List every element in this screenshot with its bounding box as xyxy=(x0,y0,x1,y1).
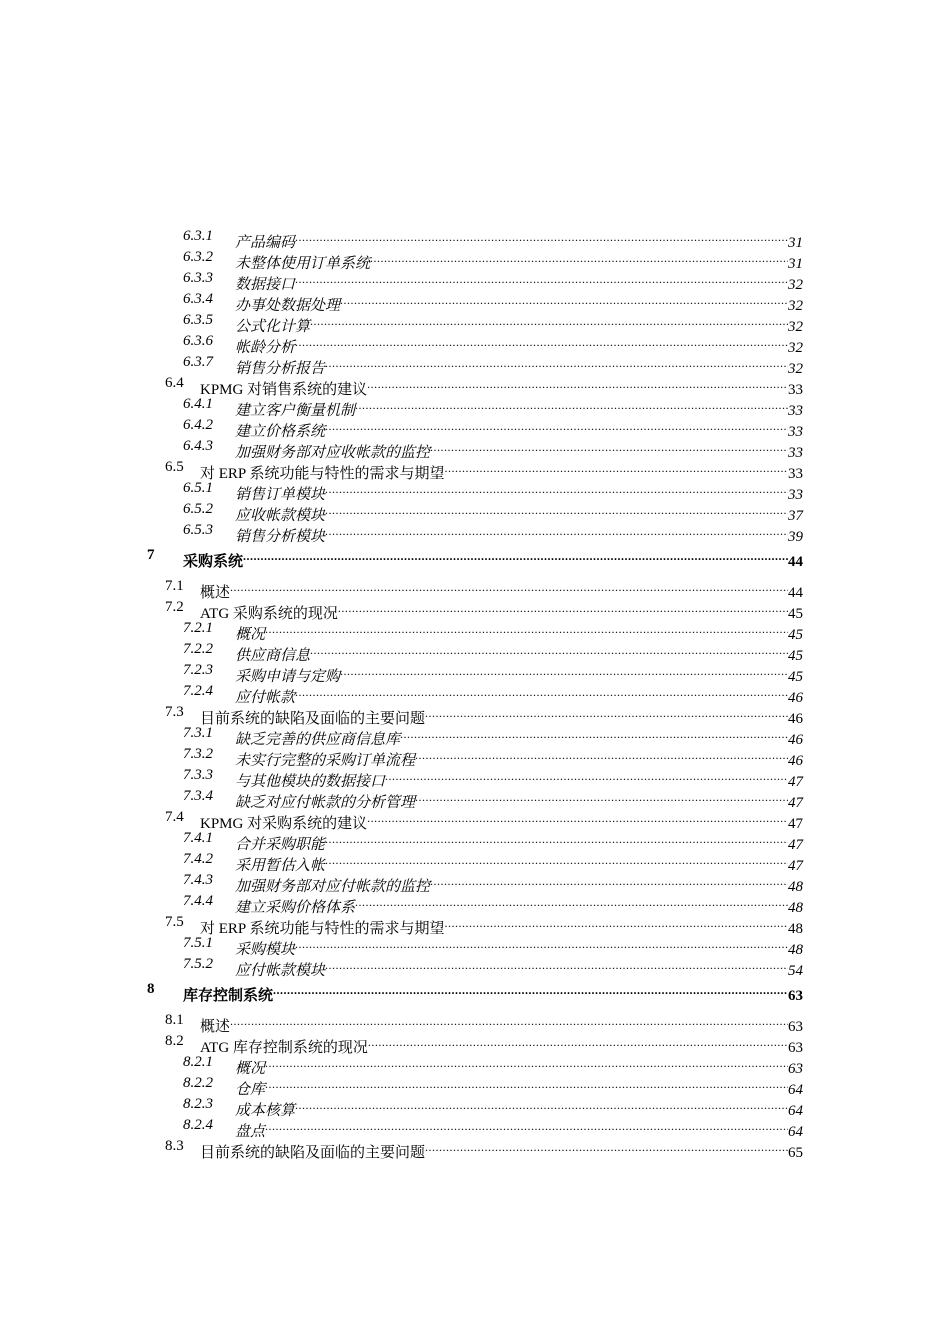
toc-section-entry[interactable] xyxy=(0,912,950,937)
toc-dot-leader xyxy=(310,639,788,660)
toc-section-entry[interactable] xyxy=(0,702,950,727)
toc-subsection-entry[interactable] xyxy=(0,618,950,643)
toc-entry-number: 7.4.1 xyxy=(183,830,213,846)
toc-subsection-entry[interactable] xyxy=(0,891,950,916)
toc-page-number: 32 xyxy=(788,361,803,377)
toc-entry-number: 7.3.3 xyxy=(183,767,213,783)
toc-page-number: 64 xyxy=(788,1103,803,1119)
toc-entry-number: 8.2.1 xyxy=(183,1054,213,1070)
toc-dot-leader xyxy=(325,415,788,436)
toc-section-entry[interactable] xyxy=(0,807,950,832)
toc-dot-leader xyxy=(325,478,788,499)
toc-dot-leader xyxy=(295,268,788,289)
toc-subsection-entry[interactable] xyxy=(0,639,950,664)
toc-entry-title: 对 ERP 系统功能与特性的需求与期望 xyxy=(200,466,445,482)
toc-entry-title: 应付帐款模块 xyxy=(235,963,326,979)
toc-entry-title: 未实行完整的采购订单流程 xyxy=(235,753,416,769)
toc-entry-title: 库存控制系统 xyxy=(183,988,274,1004)
toc-dot-leader xyxy=(295,681,788,702)
toc-subsection-entry[interactable] xyxy=(0,436,950,461)
toc-entry-title: 对 ERP 系统功能与特性的需求与期望 xyxy=(200,921,445,937)
toc-chapter-entry[interactable] xyxy=(0,979,950,1009)
toc-entry-title: 销售分析模块 xyxy=(235,529,326,545)
toc-entry-title: 未整体使用订单系统 xyxy=(235,256,371,272)
toc-page-number: 33 xyxy=(788,424,803,440)
toc-entry-number: 7.5.1 xyxy=(183,935,213,951)
toc-entry-number: 6.4.2 xyxy=(183,417,213,433)
toc-page-number: 45 xyxy=(788,669,803,685)
toc-dot-leader xyxy=(230,1010,788,1031)
toc-entry-number: 7 xyxy=(147,547,155,563)
toc-entry-number: 7.4 xyxy=(165,809,184,825)
toc-page-number: 64 xyxy=(788,1082,803,1098)
toc-entry-number: 8.2 xyxy=(165,1033,184,1049)
toc-page-number: 44 xyxy=(788,585,803,601)
toc-entry-title: 目前系统的缺陷及面临的主要问题 xyxy=(200,711,426,727)
toc-section-entry[interactable] xyxy=(0,457,950,482)
toc-page-number: 33 xyxy=(788,403,803,419)
toc-subsection-entry[interactable] xyxy=(0,394,950,419)
toc-page-number: 65 xyxy=(788,1145,803,1161)
toc-entry-number: 6.3.5 xyxy=(183,312,213,328)
toc-entry-title: 采购申请与定购 xyxy=(235,669,341,685)
toc-dot-leader xyxy=(430,436,788,457)
toc-dot-leader xyxy=(370,247,788,268)
toc-subsection-entry[interactable] xyxy=(0,681,950,706)
toc-dot-leader xyxy=(295,331,788,352)
toc-dot-leader xyxy=(367,373,788,394)
toc-subsection-entry[interactable] xyxy=(0,310,950,335)
toc-entry-title: 缺乏对应付帐款的分析管理 xyxy=(235,795,416,811)
toc-dot-leader xyxy=(385,765,788,786)
toc-page-number: 32 xyxy=(788,298,803,314)
toc-page-number: 46 xyxy=(788,711,803,727)
toc-page-number: 46 xyxy=(788,753,803,769)
toc-entry-number: 7.5 xyxy=(165,914,184,930)
toc-page-number: 64 xyxy=(788,1124,803,1140)
toc-entry-number: 6.4.3 xyxy=(183,438,213,454)
toc-entry-title: 采购系统 xyxy=(183,554,244,570)
toc-entry-title: 采购模块 xyxy=(235,942,296,958)
toc-entry-number: 8.3 xyxy=(165,1138,184,1154)
toc-entry-number: 8.2.4 xyxy=(183,1117,213,1133)
toc-subsection-entry[interactable] xyxy=(0,828,950,853)
toc-dot-leader xyxy=(243,545,788,566)
toc-dot-leader xyxy=(265,618,788,639)
toc-page-number: 46 xyxy=(788,732,803,748)
toc-entry-title: 销售订单模块 xyxy=(235,487,326,503)
toc-entry-title: 与其他模块的数据接口 xyxy=(235,774,386,790)
toc-subsection-entry[interactable] xyxy=(0,723,950,748)
toc-subsection-entry[interactable] xyxy=(0,1073,950,1098)
toc-entry-title: KPMG 对采购系统的建议 xyxy=(200,816,368,832)
toc-page-number: 45 xyxy=(788,627,803,643)
toc-page-number: 47 xyxy=(788,774,803,790)
toc-page-number: 32 xyxy=(788,277,803,293)
toc-dot-leader xyxy=(310,310,788,331)
toc-page-number: 48 xyxy=(788,921,803,937)
toc-entry-title: ATG 库存控制系统的现况 xyxy=(200,1040,368,1056)
toc-dot-leader xyxy=(265,1052,788,1073)
toc-entry-number: 7.2.3 xyxy=(183,662,213,678)
toc-entry-title: 概述 xyxy=(200,1019,231,1035)
toc-page-number: 32 xyxy=(788,340,803,356)
toc-section-entry[interactable] xyxy=(0,1136,950,1161)
toc-subsection-entry[interactable] xyxy=(0,478,950,503)
toc-subsection-entry[interactable] xyxy=(0,520,950,545)
toc-dot-leader xyxy=(338,597,788,618)
toc-dot-leader xyxy=(368,1031,788,1052)
toc-entry-number: 7.3 xyxy=(165,704,184,720)
toc-subsection-entry[interactable] xyxy=(0,933,950,958)
toc-entry-number: 6.3.2 xyxy=(183,249,213,265)
toc-subsection-entry[interactable] xyxy=(0,954,950,979)
toc-page-number: 63 xyxy=(788,988,803,1004)
toc-dot-leader xyxy=(265,1073,788,1094)
toc-entry-title: 销售分析报告 xyxy=(235,361,326,377)
toc-subsection-entry[interactable] xyxy=(0,1115,950,1140)
toc-dot-leader xyxy=(400,723,788,744)
toc-entry-title: 目前系统的缺陷及面临的主要问题 xyxy=(200,1145,426,1161)
toc-section-entry[interactable] xyxy=(0,576,950,601)
toc-section-entry[interactable] xyxy=(0,373,950,398)
toc-page-number: 32 xyxy=(788,319,803,335)
toc-entry-number: 6.5.3 xyxy=(183,522,213,538)
toc-page-number: 63 xyxy=(788,1019,803,1035)
toc-entry-number: 6.3.7 xyxy=(183,354,213,370)
toc-page-number: 47 xyxy=(788,795,803,811)
toc-entry-title: 概述 xyxy=(200,585,231,601)
toc-page-number: 44 xyxy=(788,554,803,570)
toc-entry-title: 仓库 xyxy=(235,1082,266,1098)
toc-page-number: 33 xyxy=(788,466,803,482)
toc-subsection-entry[interactable] xyxy=(0,268,950,293)
toc-dot-leader xyxy=(295,1094,788,1115)
toc-subsection-entry[interactable] xyxy=(0,786,950,811)
toc-entry-title: 合并采购职能 xyxy=(235,837,326,853)
toc-dot-leader xyxy=(415,744,788,765)
toc-entry-number: 7.2.1 xyxy=(183,620,213,636)
toc-dot-leader xyxy=(325,520,788,541)
toc-entry-number: 6.3.6 xyxy=(183,333,213,349)
toc-page-number: 47 xyxy=(788,837,803,853)
toc-entry-title: 供应商信息 xyxy=(235,648,311,664)
toc-dot-leader xyxy=(265,1115,788,1136)
toc-entry-number: 7.2.2 xyxy=(183,641,213,657)
toc-dot-leader xyxy=(367,807,788,828)
toc-subsection-entry[interactable] xyxy=(0,1052,950,1077)
toc-subsection-entry[interactable] xyxy=(0,247,950,272)
toc-entry-title: 应收帐款模块 xyxy=(235,508,326,524)
toc-entry-number: 7.4.3 xyxy=(183,872,213,888)
toc-section-entry[interactable] xyxy=(0,1010,950,1035)
toc-subsection-entry[interactable] xyxy=(0,226,950,251)
toc-entry-number: 6.4.1 xyxy=(183,396,213,412)
toc-dot-leader xyxy=(325,828,788,849)
toc-dot-leader xyxy=(295,933,788,954)
toc-subsection-entry[interactable] xyxy=(0,744,950,769)
toc-entry-number: 8.2.2 xyxy=(183,1075,213,1091)
toc-entry-number: 6.5 xyxy=(165,459,184,475)
toc-entry-title: 缺乏完善的供应商信息库 xyxy=(235,732,401,748)
toc-page-number: 33 xyxy=(788,445,803,461)
toc-entry-title: 建立客户衡量机制 xyxy=(235,403,356,419)
toc-entry-title: 公式化计算 xyxy=(235,319,311,335)
toc-dot-leader xyxy=(340,289,788,310)
toc-page-number: 31 xyxy=(788,235,803,251)
toc-subsection-entry[interactable] xyxy=(0,870,950,895)
toc-dot-leader xyxy=(325,352,788,373)
toc-page-number: 54 xyxy=(788,963,803,979)
toc-dot-leader xyxy=(230,576,788,597)
toc-page-number: 33 xyxy=(788,487,803,503)
toc-page-number: 48 xyxy=(788,900,803,916)
toc-subsection-entry[interactable] xyxy=(0,1094,950,1119)
toc-entry-title: 帐龄分析 xyxy=(235,340,296,356)
toc-entry-number: 7.4.4 xyxy=(183,893,213,909)
toc-entry-title: 建立价格系统 xyxy=(235,424,326,440)
toc-entry-number: 7.5.2 xyxy=(183,956,213,972)
toc-dot-leader xyxy=(325,954,788,975)
toc-entry-number: 7.2 xyxy=(165,599,184,615)
toc-dot-leader xyxy=(355,891,788,912)
toc-subsection-entry[interactable] xyxy=(0,765,950,790)
toc-page-number: 47 xyxy=(788,858,803,874)
toc-page-number: 63 xyxy=(788,1061,803,1077)
toc-page-number: 48 xyxy=(788,942,803,958)
toc-page-number: 39 xyxy=(788,529,803,545)
toc-subsection-entry[interactable] xyxy=(0,499,950,524)
toc-page-number: 47 xyxy=(788,816,803,832)
toc-dot-leader xyxy=(425,702,788,723)
toc-subsection-entry[interactable] xyxy=(0,352,950,377)
toc-subsection-entry[interactable] xyxy=(0,331,950,356)
toc-dot-leader xyxy=(425,1136,788,1157)
toc-entry-number: 8.2.3 xyxy=(183,1096,213,1112)
toc-entry-title: 采用暂估入帐 xyxy=(235,858,326,874)
toc-entry-title: 加强财务部对应收帐款的监控 xyxy=(235,445,431,461)
toc-subsection-entry[interactable] xyxy=(0,660,950,685)
toc-page-number: 37 xyxy=(788,508,803,524)
toc-entry-number: 7.3.2 xyxy=(183,746,213,762)
toc-subsection-entry[interactable] xyxy=(0,289,950,314)
toc-section-entry[interactable] xyxy=(0,1031,950,1056)
toc-entry-number: 7.2.4 xyxy=(183,683,213,699)
toc-dot-leader xyxy=(355,394,788,415)
toc-entry-number: 8 xyxy=(147,981,155,997)
toc-entry-title: ATG 采购系统的现况 xyxy=(200,606,338,622)
toc-entry-number: 6.3.4 xyxy=(183,291,213,307)
toc-page-number: 33 xyxy=(788,382,803,398)
toc-entry-number: 7.3.1 xyxy=(183,725,213,741)
toc-entry-title: 加强财务部对应付帐款的监控 xyxy=(235,879,431,895)
toc-dot-leader xyxy=(295,226,788,247)
toc-entry-title: 数据接口 xyxy=(235,277,296,293)
toc-page-number: 48 xyxy=(788,879,803,895)
toc-entry-number: 7.3.4 xyxy=(183,788,213,804)
toc-subsection-entry[interactable] xyxy=(0,849,950,874)
toc-subsection-entry[interactable] xyxy=(0,415,950,440)
toc-dot-leader xyxy=(444,912,788,933)
toc-page-number: 63 xyxy=(788,1040,803,1056)
toc-dot-leader xyxy=(430,870,788,891)
toc-entry-title: 盘点 xyxy=(235,1124,266,1140)
toc-entry-number: 6.3.3 xyxy=(183,270,213,286)
toc-entry-title: 应付帐款 xyxy=(235,690,296,706)
toc-chapter-entry[interactable] xyxy=(0,545,950,575)
toc-dot-leader xyxy=(325,849,788,870)
toc-page-number: 45 xyxy=(788,606,803,622)
toc-dot-leader xyxy=(340,660,788,681)
toc-section-entry[interactable] xyxy=(0,597,950,622)
toc-page-number: 46 xyxy=(788,690,803,706)
toc-entry-title: 概况 xyxy=(235,627,266,643)
toc-entry-title: 产品编码 xyxy=(235,235,296,251)
toc-dot-leader xyxy=(325,499,788,520)
toc-entry-title: 成本核算 xyxy=(235,1103,296,1119)
toc-entry-title: KPMG 对销售系统的建议 xyxy=(200,382,368,398)
toc-dot-leader xyxy=(444,457,788,478)
toc-entry-number: 8.1 xyxy=(165,1012,184,1028)
toc-entry-title: 办事处数据处理 xyxy=(235,298,341,314)
toc-page-number: 31 xyxy=(788,256,803,272)
toc-entry-title: 概况 xyxy=(235,1061,266,1077)
toc-entry-number: 6.5.2 xyxy=(183,501,213,517)
toc-entry-number: 6.3.1 xyxy=(183,228,213,244)
toc-dot-leader xyxy=(415,786,788,807)
toc-entry-number: 6.4 xyxy=(165,375,184,391)
toc-page-number: 45 xyxy=(788,648,803,664)
toc-entry-number: 6.5.1 xyxy=(183,480,213,496)
toc-dot-leader xyxy=(273,979,788,1000)
toc-entry-title: 建立采购价格体系 xyxy=(235,900,356,916)
toc-entry-number: 7.4.2 xyxy=(183,851,213,867)
table-of-contents xyxy=(0,226,950,1161)
toc-entry-number: 7.1 xyxy=(165,578,184,594)
